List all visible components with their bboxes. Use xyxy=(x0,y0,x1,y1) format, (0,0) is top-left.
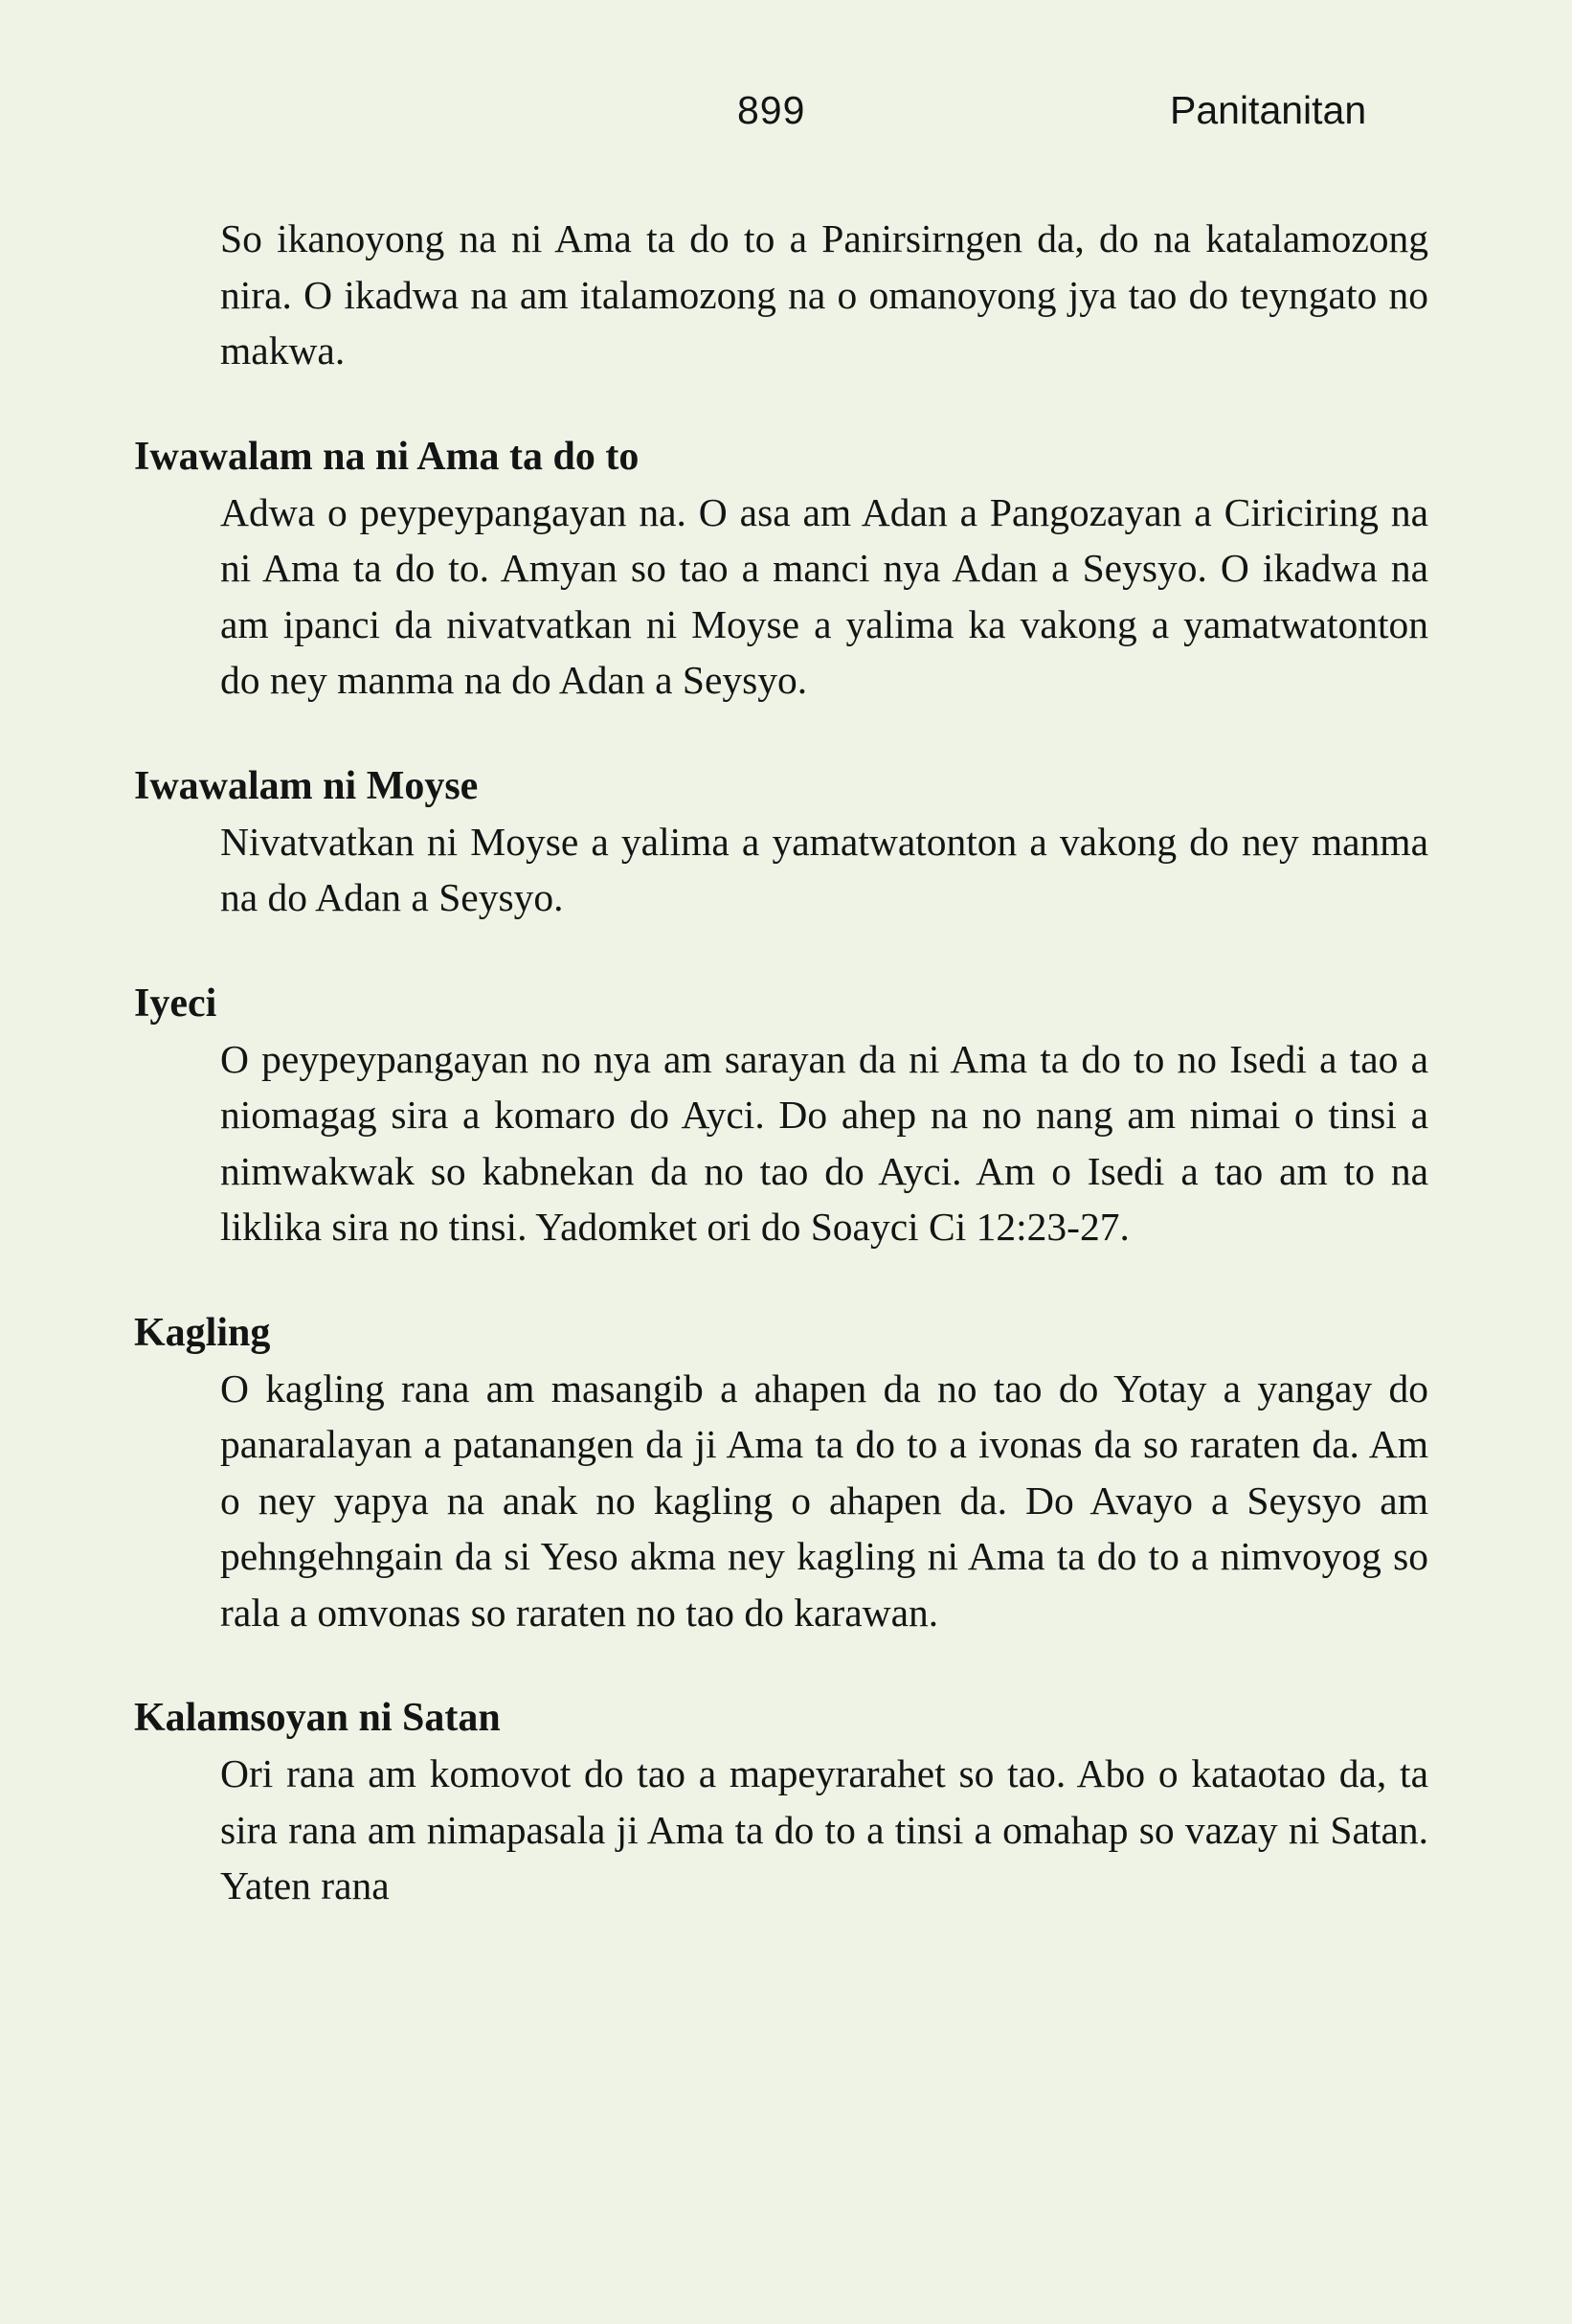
entry-title: Iwawalam ni Moyse xyxy=(134,763,479,808)
running-title: Panitanitan xyxy=(1170,88,1367,132)
entry-text: Nivatvatkan ni Moyse a yalima a yamatwatonton a vakong do ney manma na do Adan a Seysyo. xyxy=(220,819,1428,919)
entry-title: Kagling xyxy=(134,1310,271,1355)
entry-text: Adwa o peypeypangayan na. O asa am Adan a Pangozayan a Ciriciring na ni Ama ta do to. Amyan so tao a manci nya Adan a Seysyo. O ikadwa na am ipanci da nivatvatkan ni Moyse a yalima ka vakong a yamatwatonton do ney manma na do Adan a Seysyo. xyxy=(220,489,1428,702)
entry-title: Kalamsoyan ni Satan xyxy=(134,1696,501,1740)
entry-title: Iyeci xyxy=(134,981,217,1026)
glossary-entry xyxy=(134,429,1428,709)
page-header xyxy=(0,88,1572,146)
glossary-entry xyxy=(134,976,1428,1255)
entry-text: O peypeypangayan no nya am sarayan da ni Ama ta do to no Isedi a tao a niomagag sira a komaro do Ayci. Do ahep na no nang am nimai o tinsi a nimwakwak so kabnekan da no tao do Ayci. Am o Isedi a tao am to na liklika sira no tinsi. Yadomket ori do Soayci Ci 12:23-27. xyxy=(220,1036,1428,1249)
intro-paragraph: So ikanoyong na ni Ama ta do to a Panirsirngen da, do na katalamozong nira. O ikadwa na am italamozong na o omanoyong jya tao do teyngato no makwa. xyxy=(220,216,1428,372)
page-number: 899 xyxy=(737,88,806,132)
glossary-entry xyxy=(134,758,1428,926)
entry-title: Iwawalam na ni Ama ta do to xyxy=(134,434,640,479)
entry-text: O kagling rana am masangib a ahapen da no tao do Yotay a yangay do panaralayan a patanangen da ji Ama ta do to a ivonas da so raraten da. Am o ney yapya na anak no kagling o ahapen da. Do Avayo a Seysyo am pehngehngain da si Yeso akma ney kagling ni Ama ta do to a nimvoyog so rala a omvonas so raraten no tao do karawan. xyxy=(220,1365,1428,1635)
glossary-content xyxy=(134,211,1428,1914)
glossary-entry xyxy=(134,1305,1428,1641)
glossary-entry xyxy=(134,1690,1428,1914)
entry-text: Ori rana am komovot do tao a mapeyrarahet so tao. Abo o kataotao da, ta sira rana am nimapasala ji Ama ta do to a tinsi a omahap so vazay ni Satan. Yaten rana xyxy=(220,1751,1428,1907)
